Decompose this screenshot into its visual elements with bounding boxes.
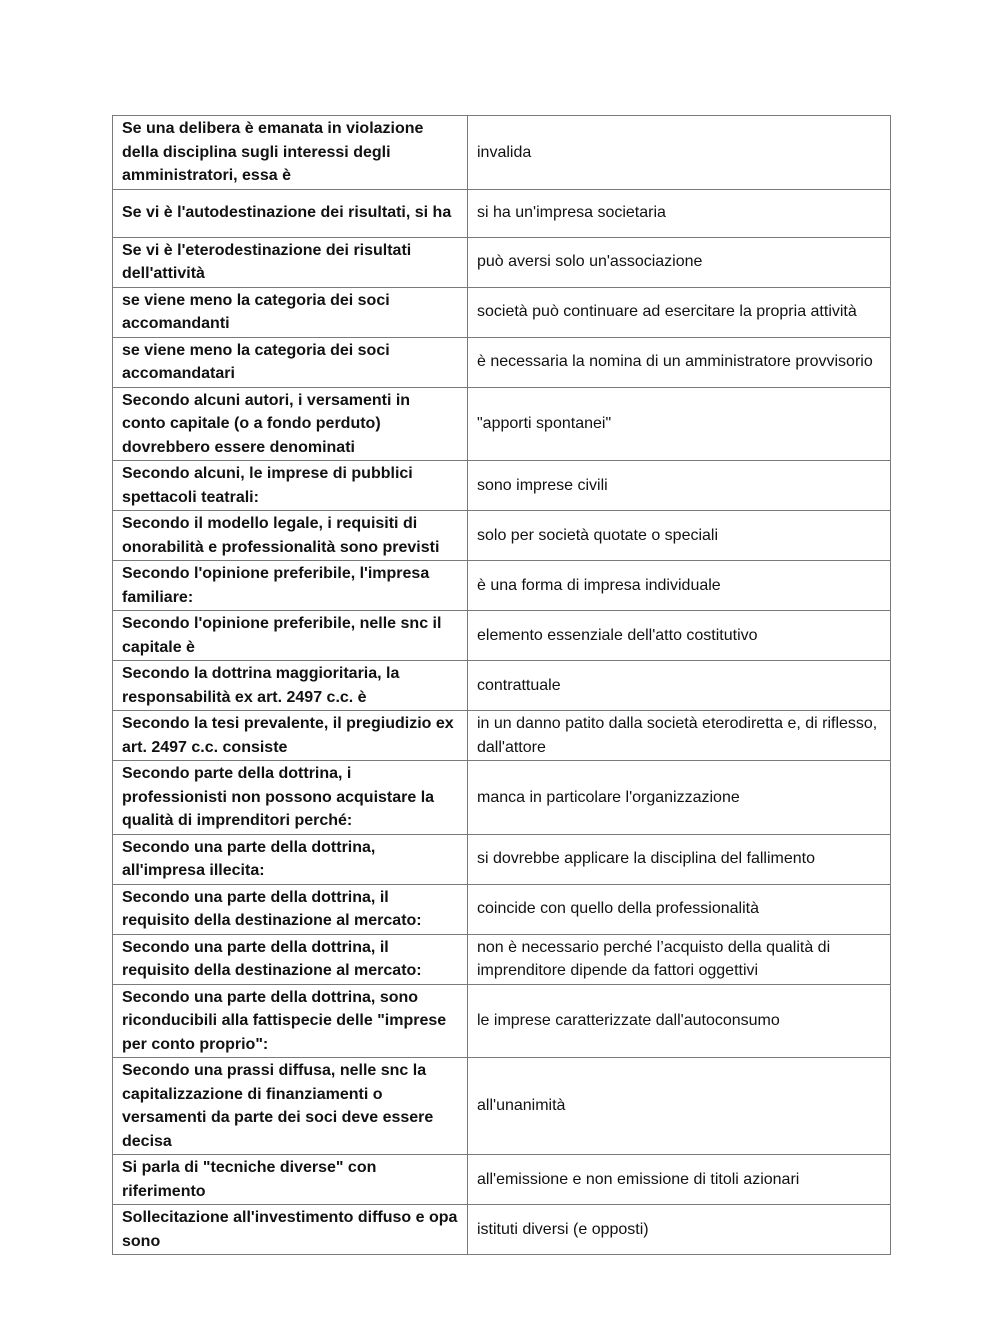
answer-cell: è necessaria la nomina di un amministratore provvisorio: [468, 337, 891, 387]
table-row: [113, 337, 891, 387]
table-row: [113, 1058, 891, 1155]
table-row: [113, 661, 891, 711]
answer-cell: può aversi solo un'associazione: [468, 237, 891, 287]
question-cell: Secondo una parte della dottrina, il requisito della destinazione al mercato:: [113, 934, 468, 984]
question-cell: Secondo il modello legale, i requisiti di onorabilità e professionalità sono previsti: [113, 511, 468, 561]
question-cell: se viene meno la categoria dei soci accomandanti: [113, 287, 468, 337]
table-row: [113, 611, 891, 661]
answer-cell: elemento essenziale dell'atto costitutivo: [468, 611, 891, 661]
question-cell: Secondo l'opinione preferibile, nelle snc il capitale è: [113, 611, 468, 661]
table-row: [113, 884, 891, 934]
answer-cell: "apporti spontanei": [468, 387, 891, 461]
question-cell: Secondo parte della dottrina, i professionisti non possono acquistare la qualità di imprenditori perché:: [113, 761, 468, 835]
table-row: [113, 711, 891, 761]
answer-cell: si dovrebbe applicare la disciplina del fallimento: [468, 834, 891, 884]
answer-cell: società può continuare ad esercitare la propria attività: [468, 287, 891, 337]
table-row: [113, 761, 891, 835]
answer-cell: solo per società quotate o speciali: [468, 511, 891, 561]
table-row: [113, 934, 891, 984]
qa-table: [112, 115, 891, 1255]
question-cell: Secondo una parte della dottrina, all'impresa illecita:: [113, 834, 468, 884]
question-cell: Secondo una parte della dottrina, sono riconducibili alla fattispecie delle "imprese per conto proprio":: [113, 984, 468, 1058]
table-row: [113, 237, 891, 287]
answer-cell: è una forma di impresa individuale: [468, 561, 891, 611]
question-cell: Secondo una prassi diffusa, nelle snc la capitalizzazione di finanziamenti o versamenti da parte dei soci deve essere decisa: [113, 1058, 468, 1155]
table-row: [113, 834, 891, 884]
answer-cell: sono imprese civili: [468, 461, 891, 511]
answer-cell: all'unanimità: [468, 1058, 891, 1155]
table-row: [113, 287, 891, 337]
question-cell: Secondo alcuni, le imprese di pubblici spettacoli teatrali:: [113, 461, 468, 511]
question-cell: Secondo una parte della dottrina, il requisito della destinazione al mercato:: [113, 884, 468, 934]
answer-cell: all'emissione e non emissione di titoli azionari: [468, 1155, 891, 1205]
table-row: [113, 189, 891, 237]
answer-cell: le imprese caratterizzate dall'autoconsumo: [468, 984, 891, 1058]
answer-cell: manca in particolare l'organizzazione: [468, 761, 891, 835]
table-row: [113, 387, 891, 461]
question-cell: Se vi è l'eterodestinazione dei risultati dell'attività: [113, 237, 468, 287]
answer-cell: coincide con quello della professionalità: [468, 884, 891, 934]
qa-table-body: [113, 116, 891, 1255]
answer-cell: si ha un'impresa societaria: [468, 189, 891, 237]
question-cell: Secondo la dottrina maggioritaria, la responsabilità ex art. 2497 c.c. è: [113, 661, 468, 711]
answer-cell: invalida: [468, 116, 891, 190]
table-row: [113, 561, 891, 611]
question-cell: Sollecitazione all'investimento diffuso e opa sono: [113, 1205, 468, 1255]
answer-cell: in un danno patito dalla società eterodiretta e, di riflesso, dall'attore: [468, 711, 891, 761]
answer-cell: istituti diversi (e opposti): [468, 1205, 891, 1255]
question-cell: se viene meno la categoria dei soci accomandatari: [113, 337, 468, 387]
table-row: [113, 984, 891, 1058]
question-cell: Se una delibera è emanata in violazione della disciplina sugli interessi degli amministratori, essa è: [113, 116, 468, 190]
question-cell: Secondo l'opinione preferibile, l'impresa familiare:: [113, 561, 468, 611]
table-row: [113, 1205, 891, 1255]
question-cell: Secondo alcuni autori, i versamenti in conto capitale (o a fondo perduto) dovrebbero essere denominati: [113, 387, 468, 461]
table-row: [113, 1155, 891, 1205]
question-cell: Se vi è l'autodestinazione dei risultati, si ha: [113, 189, 468, 237]
table-row: [113, 511, 891, 561]
answer-cell: non è necessario perché l’acquisto della qualità di imprenditore dipende da fattori oggettivi: [468, 934, 891, 984]
table-row: [113, 461, 891, 511]
question-cell: Si parla di "tecniche diverse" con riferimento: [113, 1155, 468, 1205]
answer-cell: contrattuale: [468, 661, 891, 711]
table-row: [113, 116, 891, 190]
question-cell: Secondo la tesi prevalente, il pregiudizio ex art. 2497 c.c. consiste: [113, 711, 468, 761]
